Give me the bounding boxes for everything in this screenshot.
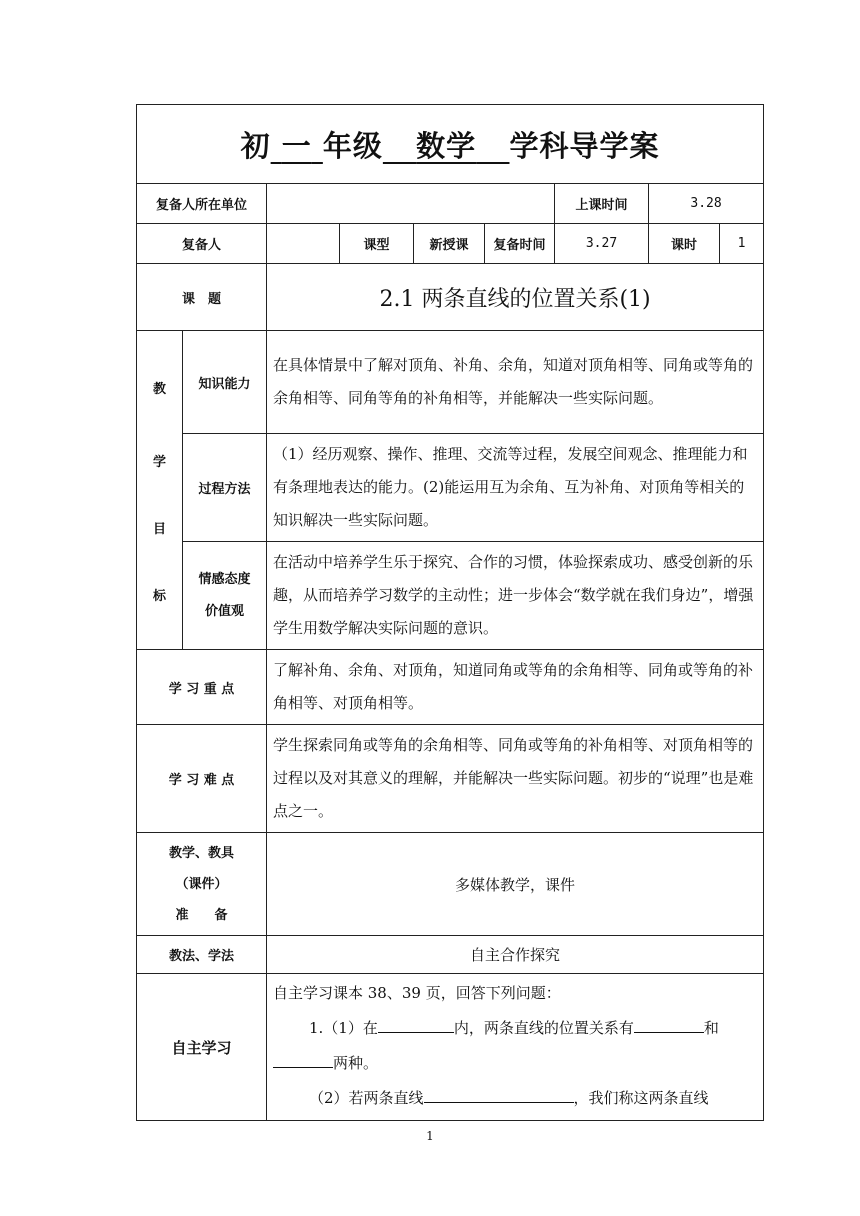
- tools-value[interactable]: 多媒体教学，课件: [267, 833, 764, 936]
- preparer-label: 复备人: [137, 224, 267, 264]
- self-study-question-1: [273, 1011, 757, 1046]
- objective-attitude-text[interactable]: 在活动中培养学生乐于探究、合作的习惯，体验探索成功、感受创新的乐趣，从而培养学习数学的主动性；进一步体会“数学就在我们身边”，增强学生用数学解决实际问题的意识。: [267, 542, 764, 650]
- difficult-points-text[interactable]: 学生探索同角或等角的余角相等、同角或等角的补角相等、对顶角相等的过程以及对其意义的理解，并能解决一些实际问题。初步的“说理”也是难点之一。: [267, 725, 764, 833]
- tools-label: [137, 833, 267, 936]
- methods-label: 教法、学法: [137, 936, 267, 974]
- tools-label-line2: （课件）: [175, 876, 228, 892]
- objective-process-label: 过程方法: [183, 434, 267, 542]
- self-study-content: [267, 974, 764, 1121]
- q1-blank-2[interactable]: [634, 1014, 704, 1033]
- q2-blank-1[interactable]: [424, 1084, 574, 1103]
- page-number: 1: [426, 1129, 434, 1143]
- unit-value[interactable]: [267, 184, 555, 224]
- objective-knowledge-label: 知识能力: [183, 331, 267, 434]
- class-time-value[interactable]: 3.28: [649, 184, 764, 224]
- self-study-question-1-cont: [273, 1046, 757, 1081]
- self-study-label: 自主学习: [137, 974, 267, 1121]
- objectives-char-4: 标: [152, 589, 166, 604]
- objective-attitude-label-line2: 价值观: [204, 603, 244, 619]
- objective-knowledge-text[interactable]: 在具体情景中了解对顶角、补角、余角，知道对顶角相等、同角或等角的余角相等、同角等角的补角相等，并能解决一些实际问题。: [267, 331, 764, 434]
- q2-text-a: （2）若两条直线: [309, 1089, 424, 1107]
- lesson-plan-table: [136, 104, 764, 1121]
- title-subject: 数学: [416, 128, 477, 163]
- objectives-char-1: 教: [152, 382, 166, 397]
- q1-blank-1[interactable]: [378, 1014, 454, 1033]
- key-points-label: 学 习 重 点: [137, 650, 267, 725]
- objective-attitude-label-line1: 情感态度: [198, 571, 251, 587]
- q1-blank-3[interactable]: [273, 1049, 333, 1068]
- lesson-type-label: 课型: [340, 224, 414, 264]
- objectives-char-3: 目: [152, 522, 166, 537]
- objective-attitude-label: [183, 542, 267, 650]
- document-title: [137, 105, 764, 184]
- title-grade-suffix: 年级: [322, 128, 383, 163]
- methods-value[interactable]: 自主合作探究: [267, 936, 764, 974]
- topic-label: 课 题: [137, 264, 267, 331]
- q2-text-b: ，我们称这两条直线: [573, 1089, 709, 1107]
- unit-label: 复备人所在单位: [137, 184, 267, 224]
- preparer-value[interactable]: [267, 224, 340, 264]
- title-grade: 一: [281, 128, 312, 163]
- title-prefix: 初: [240, 128, 271, 163]
- lesson-type-value[interactable]: 新授课: [414, 224, 485, 264]
- self-study-question-2: [273, 1081, 757, 1116]
- objectives-char-2: 学: [152, 455, 166, 470]
- class-time-label: 上课时间: [555, 184, 649, 224]
- title-suffix: 学科导学案: [509, 128, 660, 163]
- q1-text-b: 内，两条直线的位置关系有: [453, 1019, 634, 1037]
- key-points-text[interactable]: 了解补角、余角、对顶角，知道同角或等角的余角相等、同角或等角的补角相等、对顶角相等。: [267, 650, 764, 725]
- topic-value[interactable]: 2.1 两条直线的位置关系(1): [267, 264, 764, 331]
- prep-time-value[interactable]: 3.27: [555, 224, 649, 264]
- objective-process-text[interactable]: （1）经历观察、操作、推理、交流等过程，发展空间观念、推理能力和有条理地表达的能力。(2)能运用互为余角、互为补角、对顶角等相关的知识解决一些实际问题。: [267, 434, 764, 542]
- difficult-points-label: 学 习 难 点: [137, 725, 267, 833]
- prep-time-label: 复备时间: [485, 224, 555, 264]
- objectives-side-label: [137, 331, 183, 650]
- q1-text-a: 1.（1）在: [309, 1019, 378, 1037]
- self-study-intro: 自主学习课本 38、39 页，回答下列问题：: [273, 984, 561, 1002]
- q1-text-c: 和: [703, 1019, 719, 1037]
- period-label: 课时: [649, 224, 720, 264]
- q1-text-d: 两种。: [333, 1054, 379, 1072]
- period-value[interactable]: 1: [720, 224, 764, 264]
- tools-label-line1: 教学、教具: [168, 845, 234, 861]
- tools-label-line3: 准 备: [175, 907, 228, 923]
